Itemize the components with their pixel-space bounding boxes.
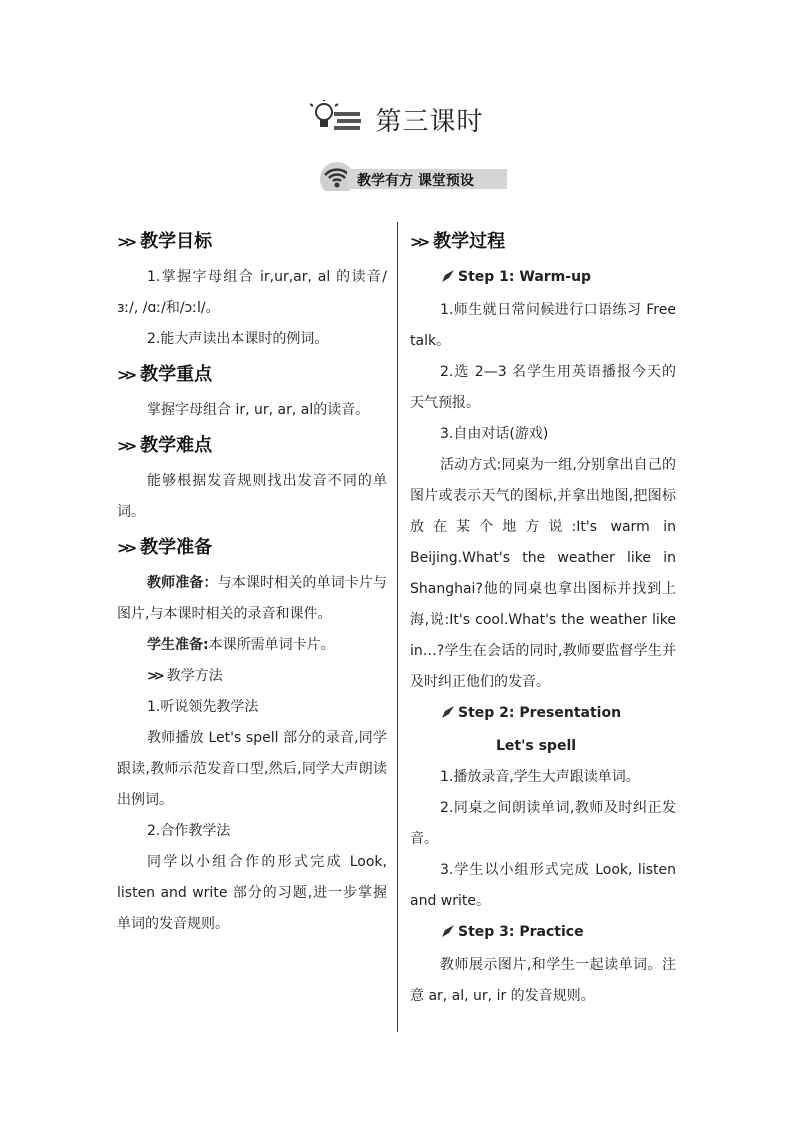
method-2-title: 2.合作教学法 — [147, 823, 231, 839]
step-1-item-1: 1.师生就日常问候进行口语练习 Free talk。 — [410, 302, 676, 349]
difficulty-1: 能够根据发音规则找出发音不同的单词。 — [117, 473, 387, 520]
student-prep: 学生准备:本课所需单词卡片。 — [147, 637, 335, 653]
method-1-text: 教师播放 Let's spell 部分的录音,同学跟读,教师示范发音口型,然后,同学大声朗读出例词。 — [117, 730, 387, 808]
step-1-heading: Step 1: Warm-up — [410, 262, 676, 295]
goals-heading: >> 教学目标 — [117, 231, 213, 252]
prep-heading: >> 教学准备 — [117, 537, 213, 558]
banner-text: 教学有方 课堂预设 — [357, 173, 474, 189]
method-2-text: 同学以小组合作的形式完成 Look, listen and write 部分的习题,进一步掌握单词的发音规则。 — [117, 854, 387, 932]
page-title: 第三课时 — [375, 106, 484, 137]
lightbulb-icon — [310, 100, 364, 138]
step-3-item-1: 教师展示图片,和学生一起读单词。注意 ar, al, ur, ir 的发音规则。 — [410, 957, 676, 1004]
pen-icon — [440, 700, 456, 731]
goal-1: 1.掌握字母组合 ir,ur,ar, al 的读音/ɜː/, /ɑː/和/ɔːl/。 — [117, 269, 387, 316]
page-header — [0, 100, 794, 138]
step-1-item-3: 3.自由对话(游戏) — [440, 426, 549, 442]
step-2-heading: Step 2: Presentation — [410, 698, 676, 731]
key-heading: >> 教学重点 — [117, 364, 213, 385]
teacher-prep: 教师准备：与本课时相关的单词卡片与图片,与本课时相关的录音和课件。 — [117, 575, 387, 622]
step-2-item-3: 3.学生以小组形式完成 Look, listen and write。 — [410, 862, 676, 909]
difficulty-heading: >> 教学难点 — [117, 435, 213, 456]
process-heading: >> 教学过程 — [410, 231, 506, 252]
step-2-item-1: 1.播放录音,学生大声跟读单词。 — [440, 769, 640, 785]
pen-icon — [440, 919, 456, 950]
left-column — [117, 222, 387, 940]
right-column — [410, 222, 676, 1012]
step-2-item-2: 2.同桌之间朗读单词,教师及时纠正发音。 — [410, 800, 676, 847]
goal-2: 2.能大声读出本课时的例词。 — [147, 331, 329, 347]
step-3-heading: Step 3: Practice — [410, 917, 676, 950]
method-1-title: 1.听说领先教学法 — [147, 699, 259, 715]
pen-icon — [440, 264, 456, 295]
step-1-item-4: 活动方式:同桌为一组,分别拿出自己的图片或表示天气的图标,并拿出地图,把图标放在某个地方说:It's warm in Beijing.What's the weather like in Shanghai?他的同桌也拿出图标并找到上海,说:It's cool.What's the weather like in…?学生在会话的同时,教师要监督学生并及时纠正他们的发音。 — [410, 457, 676, 690]
key-1: 掌握字母组合 ir, ur, ar, al的读音。 — [147, 402, 370, 418]
step-1-item-2: 2.选 2—3 名学生用英语播报今天的天气预报。 — [410, 364, 676, 411]
step-2-subheading: Let's spell — [496, 738, 577, 754]
column-divider — [397, 222, 398, 1032]
method-heading: >> 教学方法 — [147, 668, 223, 684]
